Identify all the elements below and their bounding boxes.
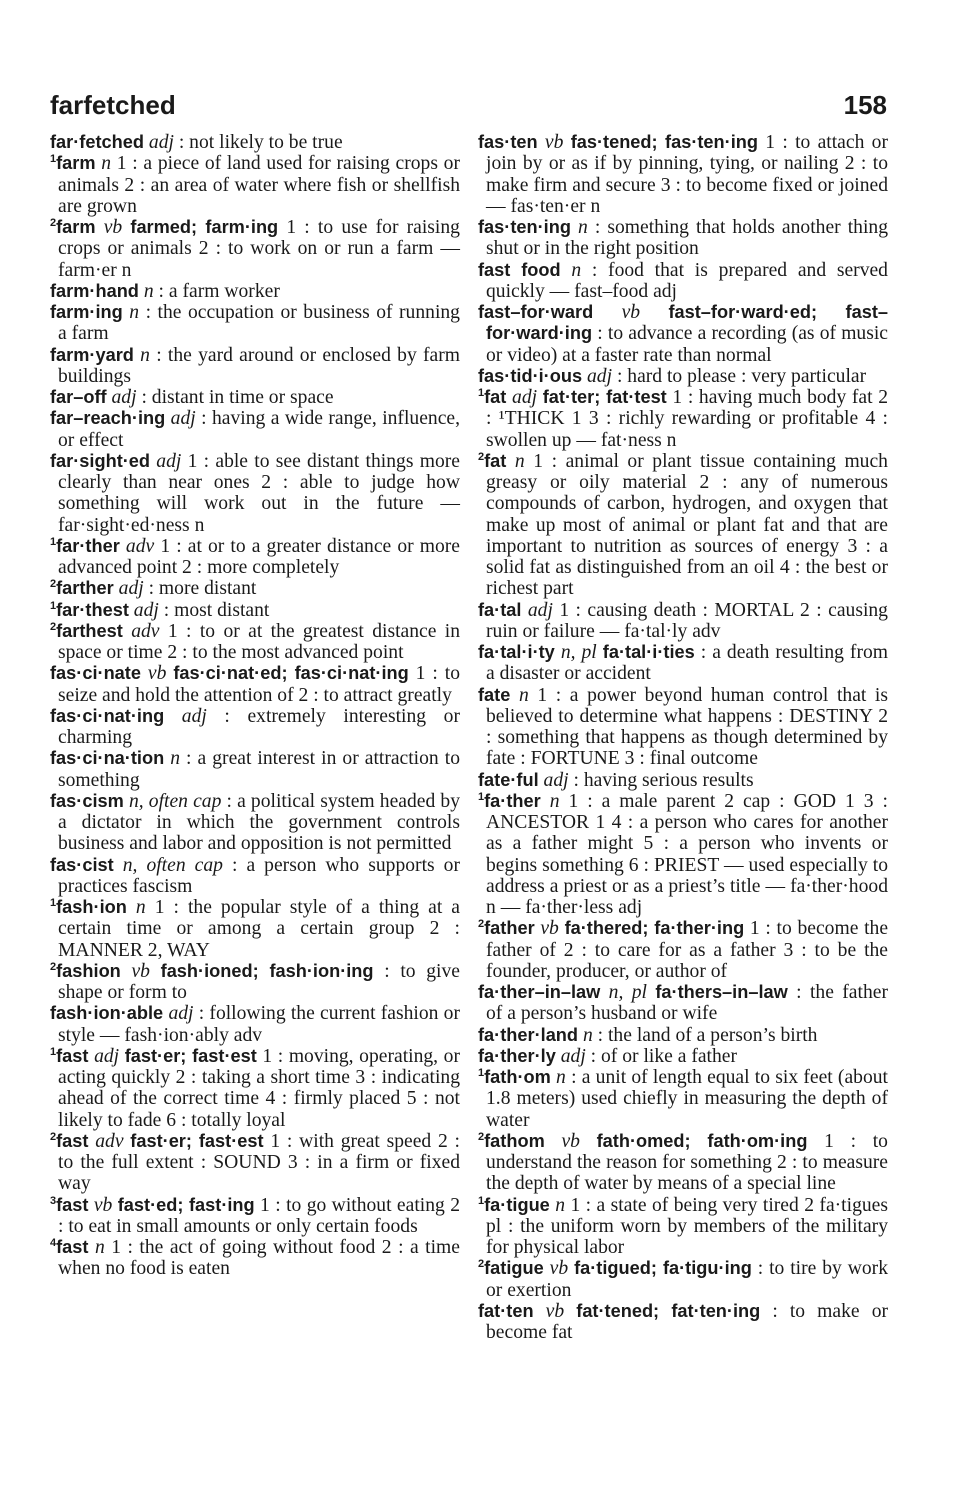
dictionary-entry bbox=[478, 260, 888, 303]
part-of-speech: vb bbox=[540, 918, 559, 940]
homograph-number: 2 bbox=[50, 1130, 57, 1143]
part-of-speech: adj bbox=[94, 1045, 120, 1067]
definition: : a death resulting from a disaster or accident bbox=[486, 642, 889, 685]
dictionary-entry bbox=[478, 302, 888, 366]
homograph-number: 2 bbox=[478, 1258, 485, 1271]
headword: fas·ci·na·tion bbox=[50, 748, 165, 769]
headword: farm·yard bbox=[50, 344, 134, 365]
part-of-speech: vb bbox=[621, 302, 641, 323]
part-of-speech: n, often cap bbox=[122, 854, 223, 876]
headword: fas·ten bbox=[478, 132, 538, 152]
dictionary-entry bbox=[50, 387, 460, 408]
definition: 1 : a male parent 2 cap : GOD 1 3 : ANCESTOR 1 4 : a person who cares for another as a father might 5 : a person who invents or begins something 6 : PRIEST — used especially to address a priest or as a priest’s title — fa·ther·hood n — fa·ther·less adj bbox=[486, 790, 888, 918]
inflections: fash·ioned; fash·ion·ing bbox=[160, 960, 374, 981]
part-of-speech: vb bbox=[147, 663, 167, 685]
part-of-speech: n bbox=[555, 1194, 566, 1216]
dictionary-entry bbox=[50, 451, 460, 536]
dictionary-entry bbox=[50, 217, 460, 281]
dictionary-entry bbox=[478, 451, 888, 600]
dictionary-entry bbox=[478, 791, 888, 919]
headword: fatigue bbox=[484, 1258, 544, 1279]
homograph-number: 2 bbox=[50, 578, 57, 591]
definition: 1 : to or at the greatest distance in space or time 2 : to the most advanced point bbox=[58, 620, 461, 663]
headword: fast bbox=[56, 1237, 89, 1257]
homograph-number: 4 bbox=[50, 1237, 57, 1249]
dictionary-entry bbox=[478, 1025, 888, 1046]
headword: fa·ther·ly bbox=[478, 1045, 556, 1066]
headword: fas·cism bbox=[50, 790, 124, 811]
definition: : extremely interesting or charming bbox=[58, 705, 460, 748]
dictionary-entry bbox=[478, 1301, 888, 1344]
definition: : a great interest in or attraction to something bbox=[58, 748, 460, 791]
definition: : of or like a father bbox=[590, 1045, 738, 1067]
part-of-speech: vb bbox=[545, 1300, 565, 1322]
part-of-speech: n bbox=[582, 1024, 593, 1046]
dictionary-entry bbox=[478, 1046, 888, 1067]
part-of-speech: vb bbox=[549, 1258, 569, 1280]
definition: : the yard around or enclosed by farm buildings bbox=[58, 344, 460, 387]
definition: 1 : causing death : MORTAL 2 : causing ruin or failure — fa·tal·ly adv bbox=[486, 599, 888, 642]
dictionary-entry bbox=[50, 345, 460, 388]
part-of-speech: adj bbox=[133, 599, 159, 621]
definition: 1 : to go without eating 2 : to eat in small amounts or only certain foods bbox=[58, 1194, 460, 1237]
part-of-speech: n bbox=[578, 217, 588, 238]
inflections: fas·ci·nat·ed; fas·ci·nat·ing bbox=[173, 663, 409, 684]
part-of-speech: n, pl bbox=[608, 982, 647, 1003]
part-of-speech: n bbox=[514, 450, 525, 472]
part-of-speech: adj bbox=[512, 387, 538, 408]
headword: fash·ion bbox=[56, 897, 127, 917]
homograph-number: 1 bbox=[478, 1194, 485, 1207]
dictionary-entry bbox=[50, 1131, 460, 1195]
dictionary-entry bbox=[50, 663, 460, 706]
part-of-speech: adj bbox=[170, 408, 196, 430]
inflections: fat·tened; fat·ten·ing bbox=[576, 1300, 761, 1321]
inflections: fast·ed; fast·ing bbox=[117, 1194, 255, 1215]
homograph-number: 1 bbox=[478, 387, 485, 399]
dictionary-entry bbox=[50, 302, 460, 345]
inflections: fast–for·ward·ed; fast–for·ward·ing bbox=[486, 302, 888, 344]
definition: : a unit of length equal to six feet (about 1.8 meters) used chiefly in measuring the depth of water bbox=[486, 1067, 888, 1131]
dictionary-entry bbox=[478, 366, 888, 387]
headword: fa·tal·i·ty bbox=[478, 642, 555, 662]
part-of-speech: vb bbox=[561, 1130, 580, 1152]
headword: far–reach·ing bbox=[50, 408, 166, 429]
headword: fa·tal bbox=[478, 599, 522, 620]
headword: fas·cist bbox=[50, 854, 114, 875]
dictionary-entry bbox=[50, 706, 460, 749]
headword: fa·ther–in–law bbox=[478, 982, 601, 1002]
definition: 1 : to seize and hold the attention of 2 : to attract greatly bbox=[58, 663, 460, 706]
part-of-speech: n bbox=[135, 897, 146, 918]
homograph-number: 1 bbox=[50, 1045, 57, 1058]
page-number: 158 bbox=[843, 90, 887, 120]
homograph-number: 3 bbox=[50, 1194, 57, 1207]
headword: fashion bbox=[56, 960, 121, 981]
headword: father bbox=[484, 918, 535, 939]
part-of-speech: adj bbox=[586, 365, 613, 387]
definition: : a farm worker bbox=[158, 280, 280, 302]
homograph-number: 1 bbox=[478, 1067, 485, 1079]
headword: fa·ther bbox=[484, 790, 541, 811]
dictionary-entry bbox=[50, 281, 460, 302]
dictionary-entry bbox=[478, 1067, 888, 1131]
part-of-speech: n bbox=[101, 153, 112, 175]
definition: 1 : a state of being very tired 2 fa·tigues pl : the uniform worn by members of the military for physical labor bbox=[486, 1194, 888, 1258]
dictionary-entry bbox=[478, 387, 888, 451]
headword: fath·om bbox=[484, 1067, 551, 1087]
definition: 1 : at or to a greater distance or more advanced point 2 : more completely bbox=[58, 535, 460, 578]
homograph-number: 1 bbox=[50, 535, 57, 548]
definition: 1 : to become the father of 2 : to care for as a father 3 : to be the founder, producer, or author of bbox=[486, 918, 889, 982]
inflections: fa·thered; fa·ther·ing bbox=[564, 918, 745, 939]
definition: 1 : able to see distant things more clearly than near ones 2 : able to judge how something will work out in the future — far·sight·ed·ness n bbox=[58, 450, 460, 536]
definition: : to give shape or form to bbox=[58, 960, 460, 1003]
part-of-speech: n bbox=[94, 1237, 105, 1258]
headword: farm bbox=[56, 217, 96, 237]
definition: 1 : with great speed 2 : to the full extent : SOUND 3 : in a firm or fixed way bbox=[58, 1130, 460, 1195]
definition: : to tire by work or exertion bbox=[486, 1258, 888, 1301]
part-of-speech: adv bbox=[131, 620, 160, 642]
dictionary-entry bbox=[50, 1046, 460, 1131]
definition: : something that holds another thing shut or in the right position bbox=[486, 217, 888, 260]
part-of-speech: adj bbox=[111, 387, 137, 408]
headword: fa·ther·land bbox=[478, 1024, 579, 1045]
part-of-speech: adj bbox=[156, 450, 182, 472]
headword: far·thest bbox=[56, 599, 129, 620]
part-of-speech: vb bbox=[131, 960, 150, 982]
headword: farm·hand bbox=[50, 280, 139, 301]
part-of-speech: adj bbox=[181, 705, 207, 727]
dictionary-entry bbox=[50, 600, 460, 621]
headword: fas·ci·nat·ing bbox=[50, 705, 165, 726]
inflections: fas·tened; fas·ten·ing bbox=[570, 132, 758, 152]
definition: 1 : the act of going without food 2 : a time when no food is eaten bbox=[58, 1237, 460, 1280]
headword: far·fetched bbox=[50, 132, 144, 152]
headword: far–off bbox=[50, 387, 107, 407]
inflections: fast·er; fast·est bbox=[124, 1045, 257, 1066]
definition: 1 : moving, operating, or acting quickly 2 : taking a short time 3 : indicating ahead of the correct time 4 : firmly placed 5 : not likely to fade 6 : totally loyal bbox=[58, 1045, 460, 1131]
dictionary-entry bbox=[478, 132, 888, 217]
definition: : the land of a person’s birth bbox=[597, 1024, 818, 1046]
dictionary-entry bbox=[50, 855, 460, 898]
part-of-speech: adj bbox=[148, 132, 174, 153]
headword: fate·ful bbox=[478, 769, 539, 790]
dictionary-entry bbox=[50, 153, 460, 217]
definition: : to make or become fat bbox=[486, 1300, 889, 1343]
definition: : the father of a person’s husband or wife bbox=[486, 982, 888, 1025]
definition: : a person who supports or practices fascism bbox=[58, 854, 460, 897]
headword: fat bbox=[484, 450, 507, 471]
part-of-speech: adj bbox=[168, 1003, 194, 1025]
definition: : to advance a recording (as of music or video) at a faster rate than normal bbox=[486, 323, 888, 366]
inflections: fast·er; fast·est bbox=[130, 1130, 264, 1151]
part-of-speech: adv bbox=[125, 535, 155, 557]
dictionary-entry bbox=[478, 600, 888, 643]
headword: fast–for·ward bbox=[478, 302, 594, 322]
headword: fas·ten·ing bbox=[478, 217, 571, 237]
dictionary-entry bbox=[50, 961, 460, 1004]
part-of-speech: vb bbox=[103, 217, 123, 238]
homograph-number: 1 bbox=[50, 153, 57, 166]
dictionary-entry bbox=[50, 748, 460, 791]
dictionary-entry bbox=[478, 1195, 888, 1259]
headword: farm·ing bbox=[50, 302, 123, 322]
dictionary-entry bbox=[50, 408, 460, 451]
homograph-number: 2 bbox=[478, 918, 485, 931]
guide-word: farfetched bbox=[50, 90, 176, 120]
dictionary-entry bbox=[50, 1237, 460, 1280]
headword: fast bbox=[56, 1130, 89, 1151]
definition: : distant in time or space bbox=[141, 387, 334, 408]
dictionary-entry bbox=[50, 1195, 460, 1238]
inflections: farmed; farm·ing bbox=[130, 217, 279, 237]
definition: 1 : a piece of land used for raising crops or animals 2 : an area of water where fish or shellfish are grown bbox=[58, 153, 461, 217]
headword: farthest bbox=[56, 620, 123, 641]
definition: : having serious results bbox=[573, 769, 754, 791]
headword: fat bbox=[484, 387, 507, 407]
part-of-speech: n bbox=[549, 790, 560, 812]
definition: 1 : to understand the reason for something 2 : to measure the depth of water by means of a special line bbox=[486, 1130, 888, 1195]
definition: : more distant bbox=[148, 578, 257, 600]
headword: farther bbox=[56, 578, 114, 599]
headword: far·ther bbox=[56, 535, 120, 556]
part-of-speech: n bbox=[140, 344, 150, 366]
dictionary-entry bbox=[478, 918, 888, 982]
part-of-speech: vb bbox=[544, 132, 564, 153]
part-of-speech: n bbox=[571, 259, 582, 281]
homograph-number: 2 bbox=[50, 217, 57, 229]
homograph-number: 2 bbox=[478, 1130, 485, 1143]
headword: fate bbox=[478, 684, 511, 705]
part-of-speech: adj bbox=[543, 769, 569, 791]
headword: fash·ion·able bbox=[50, 1003, 164, 1024]
dictionary-entry bbox=[50, 621, 460, 664]
part-of-speech: n bbox=[170, 748, 181, 770]
definition: 1 : having much body fat 2 : ¹THICK 1 3 : richly rewarding or profitable 4 : swollen up — fat·ness n bbox=[486, 387, 889, 451]
part-of-speech: adv bbox=[95, 1130, 124, 1152]
right-column bbox=[478, 132, 888, 1343]
headword: fas·ci·nate bbox=[50, 663, 141, 684]
part-of-speech: n bbox=[556, 1067, 566, 1088]
dictionary-entry bbox=[478, 982, 888, 1025]
part-of-speech: n bbox=[143, 280, 154, 302]
homograph-number: 1 bbox=[50, 599, 57, 612]
dictionary-entry bbox=[478, 217, 888, 260]
dictionary-entry bbox=[478, 1258, 888, 1301]
part-of-speech: n, pl bbox=[560, 642, 597, 663]
definition: : a political system headed by a dictator in which the government controls business and labor and opposition is not permitted bbox=[58, 790, 461, 855]
inflections: fath·omed; fath·om·ing bbox=[596, 1130, 808, 1151]
definition: 1 : a power beyond human control that is believed to determine what happens : DESTINY 2 : something that happens as though determined by fate : FORTUNE 3 : final outcome bbox=[486, 684, 888, 770]
part-of-speech: n bbox=[129, 302, 140, 323]
definition: 1 : animal or plant tissue containing much greasy or oily material 2 : any of numerous compounds of carbon, hydrogen, and oxygen that make up most of animal or plant fat and that are important to nutrition as sources of energy 3 : a solid fat as distinguished from an oil 4 : the best or richest part bbox=[486, 450, 888, 600]
part-of-speech: adj bbox=[118, 578, 144, 600]
inflections: fa·tigued; fa·tigu·ing bbox=[574, 1258, 752, 1279]
part-of-speech: n bbox=[518, 684, 529, 706]
homograph-number: 1 bbox=[478, 790, 485, 803]
part-of-speech: adj bbox=[560, 1045, 586, 1067]
headword: fast food bbox=[478, 259, 561, 280]
headword: fat·ten bbox=[478, 1300, 534, 1321]
headword: farm bbox=[56, 153, 96, 174]
dictionary-entry bbox=[50, 791, 460, 855]
page-header bbox=[50, 90, 887, 130]
definition: : most distant bbox=[163, 599, 270, 621]
definition: 1 : to attach or join by or as if by pinning, tying, or nailing 2 : to make firm and secure 3 : to become fixed or joined — fas·ten·er n bbox=[486, 132, 888, 217]
dictionary-entry bbox=[50, 132, 460, 153]
headword: fa·tigue bbox=[484, 1194, 550, 1215]
homograph-number: 2 bbox=[478, 450, 485, 463]
inflections: fa·tal·i·ties bbox=[602, 642, 695, 662]
definition: : the occupation or business of running a farm bbox=[58, 302, 460, 345]
homograph-number: 2 bbox=[50, 620, 57, 633]
dictionary-entry bbox=[478, 1131, 888, 1195]
dictionary-entry bbox=[478, 685, 888, 770]
dictionary-entry bbox=[50, 897, 460, 961]
dictionary-entry bbox=[478, 770, 888, 791]
headword: fas·tid·i·ous bbox=[478, 365, 583, 386]
part-of-speech: n, often cap bbox=[128, 790, 222, 812]
inflections: fa·thers–in–law bbox=[655, 982, 788, 1002]
part-of-speech: adj bbox=[527, 599, 553, 621]
homograph-number: 2 bbox=[50, 960, 57, 973]
headword: fathom bbox=[484, 1130, 545, 1151]
definition: : food that is prepared and served quickly — fast–food adj bbox=[486, 259, 888, 302]
headword: far·sight·ed bbox=[50, 450, 151, 471]
definition: 1 : to use for raising crops or animals 2 : to work on or run a farm — farm·er n bbox=[58, 217, 460, 281]
headword: fast bbox=[56, 1194, 89, 1215]
headword: fast bbox=[56, 1045, 89, 1066]
definition: : not likely to be true bbox=[178, 132, 343, 153]
definition: : hard to please : very particular bbox=[616, 365, 867, 387]
dictionary-entry bbox=[50, 1003, 460, 1046]
definition: : having a wide range, influence, or effect bbox=[58, 408, 460, 451]
homograph-number: 1 bbox=[50, 897, 57, 909]
inflections: fat·ter; fat·test bbox=[542, 387, 667, 407]
definition: 1 : the popular style of a thing at a certain time or among a certain group 2 : MANNER 2, WAY bbox=[58, 897, 460, 961]
left-column bbox=[50, 132, 460, 1280]
part-of-speech: vb bbox=[93, 1194, 113, 1216]
dictionary-entry bbox=[50, 536, 460, 579]
definition: : following the current fashion or style — fash·ion·ably adv bbox=[58, 1003, 460, 1046]
dictionary-entry bbox=[50, 578, 460, 599]
dictionary-entry bbox=[478, 642, 888, 685]
